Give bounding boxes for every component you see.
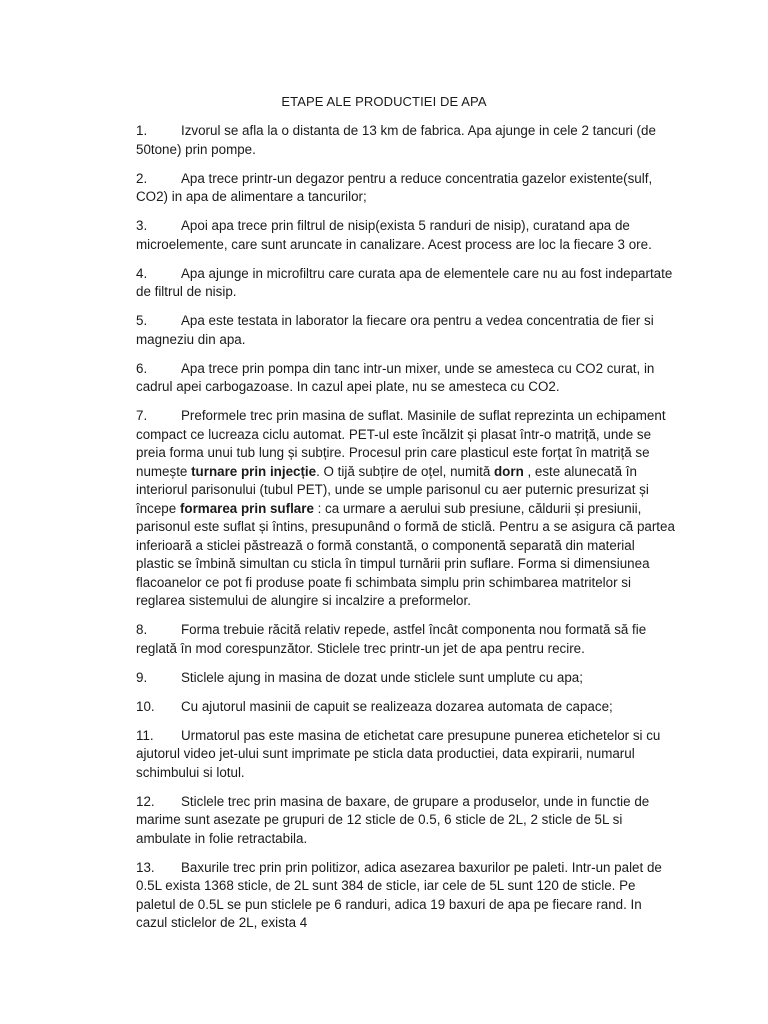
item-bold-term: dorn xyxy=(494,463,524,479)
list-item-1 xyxy=(136,122,676,159)
item-text: Baxurile trec prin prin politizor, adica asezarea baxurilor pe paleti. Intr-un palet de 0.5L exista 1368 sticle, de 2L sunt 384 de sticle, iar cele de 5L sunt 120 de sticle. Pe paletul de 0.5L se pun sticlele pe 6 randuri, adica 19 baxuri de apa pe fiecare rand. In cazul sticlelor de 2L, exista 4 xyxy=(136,859,662,930)
item-text: Apa trece printr-un degazor pentru a reduce concentratia gazelor existente(sulf, CO2) in apa de alimentare a tancurilor; xyxy=(136,170,653,204)
item-number: 6. xyxy=(136,360,148,376)
item-text: . O tijă subțire de oțel, numită xyxy=(316,463,494,479)
item-number: 8. xyxy=(136,622,148,637)
item-bold-term: formarea prin suflare xyxy=(179,500,314,516)
list-item-11 xyxy=(136,727,676,783)
list-item-5 xyxy=(136,312,676,349)
item-number: 12. xyxy=(136,793,155,809)
list-item-2 xyxy=(136,170,676,207)
item-text: Apa ajunge in microfiltru care curata apa de elementele care nu au fost indepartate de filtrul de nisip. xyxy=(136,265,673,299)
list-item-4 xyxy=(136,265,676,302)
item-number: 2. xyxy=(136,170,148,186)
item-text: Cu ajutorul masinii de capuit se realizeaza dozarea automata de capace; xyxy=(181,698,613,714)
item-number: 3. xyxy=(136,218,148,233)
item-number: 5. xyxy=(136,313,148,328)
item-text: Preformele trec prin masina de suflat. Masinile de suflat reprezinta un echipament compact ce lucreaza ciclu automat. PET-ul este încălzit și plasat într-o matriță, unde se preia forma unui tub lung și subțire. Procesul prin care plasticul este forțat în matriță se numește xyxy=(136,408,666,479)
item-number: 9. xyxy=(136,669,148,685)
list-item-9 xyxy=(136,669,676,688)
item-number: 7. xyxy=(136,408,148,423)
item-text: Urmatorul pas este masina de etichetat care presupune punerea etichetelor si cu ajutorul video jet-ului sunt imprimate pe sticla data productiei, data expirarii, numarul schimbului si lotul. xyxy=(136,727,661,780)
item-text: Forma trebuie răcită relativ repede, astfel încât componenta nou formată să fie reglată în mod corespunzător. Sticlele trec printr-un jet de apa pentru recire. xyxy=(136,622,647,656)
item-text: Apa este testata in laborator la fiecare ora pentru a vedea concentratia de fier si magneziu din apa. xyxy=(136,313,654,347)
item-text: Sticlele ajung in masina de dozat unde sticlele sunt umplute cu apa; xyxy=(181,669,583,685)
list-item-13 xyxy=(136,859,676,933)
item-bold-term: turnare prin injecție xyxy=(191,463,317,479)
item-number: 4. xyxy=(136,265,148,281)
item-text: : ca urmare a aerului sub presiune, căldurii și presiunii, parisonul este suflat și întins, presupunând o formă de sticlă. Pentru a se asigura că partea inferioară a sticlei păstrează o formă constantă, o componentă separată din material plastic se îmbină simultan cu sticla în timpul turnării prin suflare. Forma si dimensiunea flacoanelor ce pot fi produse poate fi schimbata simplu prin schimbarea matritelor si reglarea sistemului de alungire si incalzire a preformelor. xyxy=(136,500,675,608)
item-number: 10. xyxy=(136,698,155,714)
item-text: Izvorul se afla la o distanta de 13 km de fabrica. Apa ajunge in cele 2 tancuri (de 50tone) prin pompe. xyxy=(136,123,656,157)
document-title: ETAPE ALE PRODUCTIEI DE APA xyxy=(281,94,487,109)
list-item-6 xyxy=(136,360,676,397)
item-number: 13. xyxy=(136,859,155,875)
item-text: Apoi apa trece prin filtrul de nisip(exista 5 randuri de nisip), curatand apa de microelemente, care sunt aruncate in canalizare. Acest process are loc la fiecare 3 ore. xyxy=(136,218,652,252)
list-item-8 xyxy=(136,621,676,658)
list-item-3 xyxy=(136,217,676,254)
item-number: 1. xyxy=(136,123,148,138)
list-item-10 xyxy=(136,698,676,717)
list-item-12 xyxy=(136,793,676,849)
document-body xyxy=(136,122,676,943)
item-text: Sticlele trec prin masina de baxare, de grupare a produselor, unde in functie de marime sunt asezate pe grupuri de 12 sticle de 0.5, 6 sticle de 2L, 2 sticle de 5L si ambulate in folie retractabila. xyxy=(136,793,650,846)
item-number: 11. xyxy=(136,727,154,743)
item-text: Apa trece prin pompa din tanc intr-un mixer, unde se amesteca cu CO2 curat, in cadrul apei carbogazoase. In cazul apei plate, nu se amesteca cu CO2. xyxy=(136,360,655,394)
item-text: , este alunecată în interiorul parisonului (tubul PET), unde se umple parisonul cu aer puternic presurizat și începe xyxy=(136,463,649,516)
list-item-7 xyxy=(136,407,676,611)
